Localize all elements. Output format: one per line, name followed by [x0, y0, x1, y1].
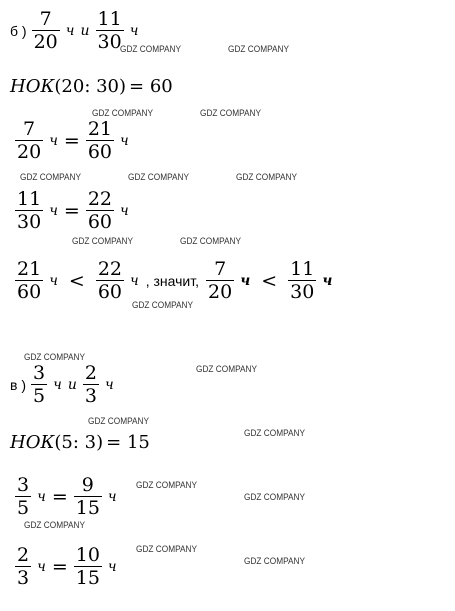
watermark: GDZ COMPANY — [196, 364, 258, 374]
watermark: GDZ COMPANY — [132, 300, 194, 310]
fraction-11-30: $\frac{11}{30}$ — [97, 8, 122, 53]
watermark: GDZ COMPANY — [136, 480, 198, 490]
watermark: GDZ COMPANY — [128, 172, 190, 182]
part-b-label: б ) — [10, 22, 27, 39]
watermark: GDZ COMPANY — [228, 44, 290, 54]
fraction-2-3: $\frac{2}{3}$ — [84, 362, 97, 407]
part-b-lcm: НОК (20: 30) = 60 — [10, 76, 173, 97]
therefore-word: , значит, — [145, 272, 200, 289]
watermark: GDZ COMPANY — [24, 352, 86, 362]
watermark: GDZ COMPANY — [24, 520, 86, 530]
watermark: GDZ COMPANY — [200, 108, 262, 118]
watermark: GDZ COMPANY — [236, 172, 298, 182]
part-v-header: в ) $\frac{3}{5}$ ч и $\frac{2}{3}$ ч — [10, 362, 114, 407]
part-b-equation-2: $\frac{11}{30}$ ч = $\frac{22}{60}$ ч — [17, 188, 129, 233]
part-b-header: б ) $\frac{7}{20}$ ч и $\frac{11}{30}$ ч — [10, 8, 139, 53]
fraction-7-20: $\frac{7}{20}$ — [33, 8, 58, 53]
watermark: GDZ COMPANY — [244, 492, 306, 502]
conjunction: и — [80, 22, 90, 39]
part-v-lcm: НОК (5: 3) = 15 — [10, 432, 150, 453]
watermark: GDZ COMPANY — [136, 544, 198, 554]
watermark: GDZ COMPANY — [244, 428, 306, 438]
watermark: GDZ COMPANY — [180, 236, 242, 246]
part-b-equation-1: $\frac{7}{20}$ ч = $\frac{21}{60}$ ч — [17, 118, 129, 163]
watermark: GDZ COMPANY — [92, 108, 154, 118]
watermark: GDZ COMPANY — [72, 236, 134, 246]
watermark: GDZ COMPANY — [88, 416, 150, 426]
part-v-equation-2: $\frac{2}{3}$ ч = $\frac{10}{15}$ ч — [17, 544, 117, 589]
watermark: GDZ COMPANY — [244, 556, 306, 566]
watermark: GDZ COMPANY — [120, 44, 182, 54]
watermark: GDZ COMPANY — [20, 172, 82, 182]
fraction-3-5: $\frac{3}{5}$ — [33, 362, 46, 407]
part-v-equation-1: $\frac{3}{5}$ ч = $\frac{9}{15}$ ч — [17, 474, 117, 519]
part-b-comparison: $\frac{21}{60}$ ч < $\frac{22}{60}$ ч , значит, $\frac{7}{20}$ ч < $\frac{11}{30}$ ч — [17, 258, 333, 303]
part-v-label: в ) — [10, 376, 26, 393]
